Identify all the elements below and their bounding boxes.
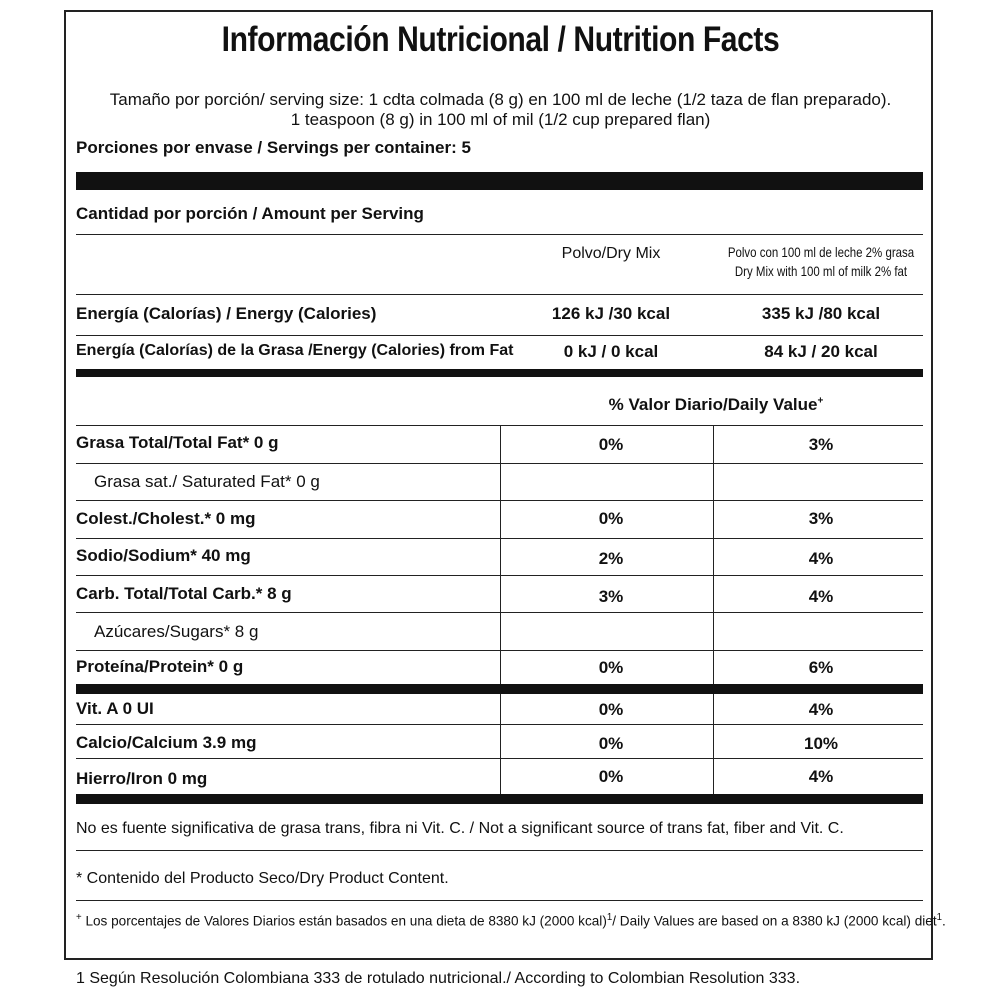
nutrient-label-sugars: Azúcares/Sugars* 8 g xyxy=(94,622,259,641)
divider xyxy=(76,850,923,851)
energy-fat-dry-value: 0 kJ / 0 kcal xyxy=(563,342,659,361)
energy-label: Energía (Calorías) / Energy (Calories) xyxy=(76,304,377,323)
thick-divider xyxy=(76,794,923,804)
nutrient-label-saturated-fat: Grasa sat./ Saturated Fat* 0 g xyxy=(94,472,320,491)
dv-basis-sup2: 1 xyxy=(936,912,942,923)
nutrient-milk-cholesterol: 3% xyxy=(808,509,834,528)
divider xyxy=(76,234,923,235)
divider xyxy=(76,294,923,295)
serving-size-es: Tamaño por porción/ serving size: 1 cdta colmada (8 g) en 100 ml de leche (1/2 taza de flan preparado). xyxy=(109,90,892,109)
nutrient-label-total-carb: Carb. Total/Total Carb.* 8 g xyxy=(76,584,292,603)
nutrient-dry-protein: 0% xyxy=(598,658,624,677)
note-dv-basis xyxy=(76,912,946,929)
column-header-with-milk: Polvo con 100 ml de leche 2% grasa xyxy=(727,244,915,260)
divider xyxy=(76,335,923,336)
vitamin-dry-calcium: 0% xyxy=(598,734,624,753)
nutrient-dry-sodium: 2% xyxy=(598,549,624,568)
dv-basis-text-en: / Daily Values are based on a 8380 kJ (2000 kcal) diet xyxy=(612,912,937,929)
serving-size-en: 1 teaspoon (8 g) in 100 ml of mil (1/2 cup prepared flan) xyxy=(290,110,711,129)
thick-divider xyxy=(76,369,923,377)
nutrient-milk-total-carb: 4% xyxy=(808,587,834,606)
energy-fat-label: Energía (Calorías) de la Grasa /Energy (Calories) from Fat xyxy=(76,342,514,359)
vitamin-milk-iron: 4% xyxy=(808,767,834,786)
nutrient-dry-total-carb: 3% xyxy=(598,587,624,606)
nutrient-milk-total-fat: 3% xyxy=(808,435,834,454)
note-dry-content: * Contenido del Producto Seco/Dry Product Content. xyxy=(76,870,449,887)
column-header-with-milk-en: Dry Mix with 100 ml of milk 2% fat xyxy=(734,263,908,279)
vitamin-label-iron: Hierro/Iron 0 mg xyxy=(76,769,208,788)
nutrient-dry-cholesterol: 0% xyxy=(598,509,624,528)
energy-dry-value: 126 kJ /30 kcal xyxy=(551,304,671,323)
thick-divider xyxy=(76,684,923,694)
energy-fat-milk-value: 84 kJ / 20 kcal xyxy=(764,342,878,361)
nutrient-label-total-fat: Grasa Total/Total Fat* 0 g xyxy=(76,433,279,452)
column-divider xyxy=(500,425,501,687)
servings-per-container: Porciones por envase / Servings per container: 5 xyxy=(76,138,471,157)
nutrient-milk-protein: 6% xyxy=(808,658,834,677)
daily-value-mark: + xyxy=(817,395,824,407)
column-divider xyxy=(713,694,714,794)
dv-basis-end: . xyxy=(941,912,946,929)
vitamin-label-vit-a: Vit. A 0 UI xyxy=(76,699,154,718)
dv-basis-text: Los porcentajes de Valores Diarios están basados en una dieta de 8380 kJ (2000 kcal) xyxy=(81,912,607,929)
daily-value-header xyxy=(566,395,866,415)
nutrient-label-cholesterol: Colest./Cholest.* 0 mg xyxy=(76,509,256,528)
vitamin-milk-vit-a: 4% xyxy=(808,700,834,719)
amount-per-serving: Cantidad por porción / Amount per Serving xyxy=(76,204,424,223)
energy-milk-value: 335 kJ /80 kcal xyxy=(761,304,881,323)
nutrient-milk-sodium: 4% xyxy=(808,549,834,568)
nutrient-dry-total-fat: 0% xyxy=(598,435,624,454)
vitamin-dry-iron: 0% xyxy=(598,767,624,786)
panel-title: Información Nutricional / Nutrition Facts xyxy=(221,20,780,59)
daily-value-header-text: % Valor Diario/Daily Value xyxy=(608,395,818,414)
note-not-significant: No es fuente significativa de grasa trans, fibra ni Vit. C. / Not a significant source of trans fat, fiber and Vit. C. xyxy=(76,820,844,837)
dv-basis-mark: + xyxy=(76,912,82,923)
column-header-dry-mix: Polvo/Dry Mix xyxy=(561,245,661,262)
vitamin-dry-vit-a: 0% xyxy=(598,700,624,719)
divider xyxy=(76,900,923,901)
vitamin-label-calcium: Calcio/Calcium 3.9 mg xyxy=(76,733,257,752)
dv-basis-sup1: 1 xyxy=(606,912,613,923)
column-divider xyxy=(713,425,714,687)
thick-divider xyxy=(76,172,923,190)
nutrition-facts-panel xyxy=(64,10,946,960)
nutrient-label-sodium: Sodio/Sodium* 40 mg xyxy=(76,546,251,565)
vitamin-milk-calcium: 10% xyxy=(803,734,839,753)
nutrient-label-protein: Proteína/Protein* 0 g xyxy=(76,657,244,676)
footer-resolution-note: 1 Según Resolución Colombiana 333 de rotulado nutricional./ According to Colombian Resolution 333. xyxy=(76,970,801,987)
column-divider xyxy=(500,694,501,794)
